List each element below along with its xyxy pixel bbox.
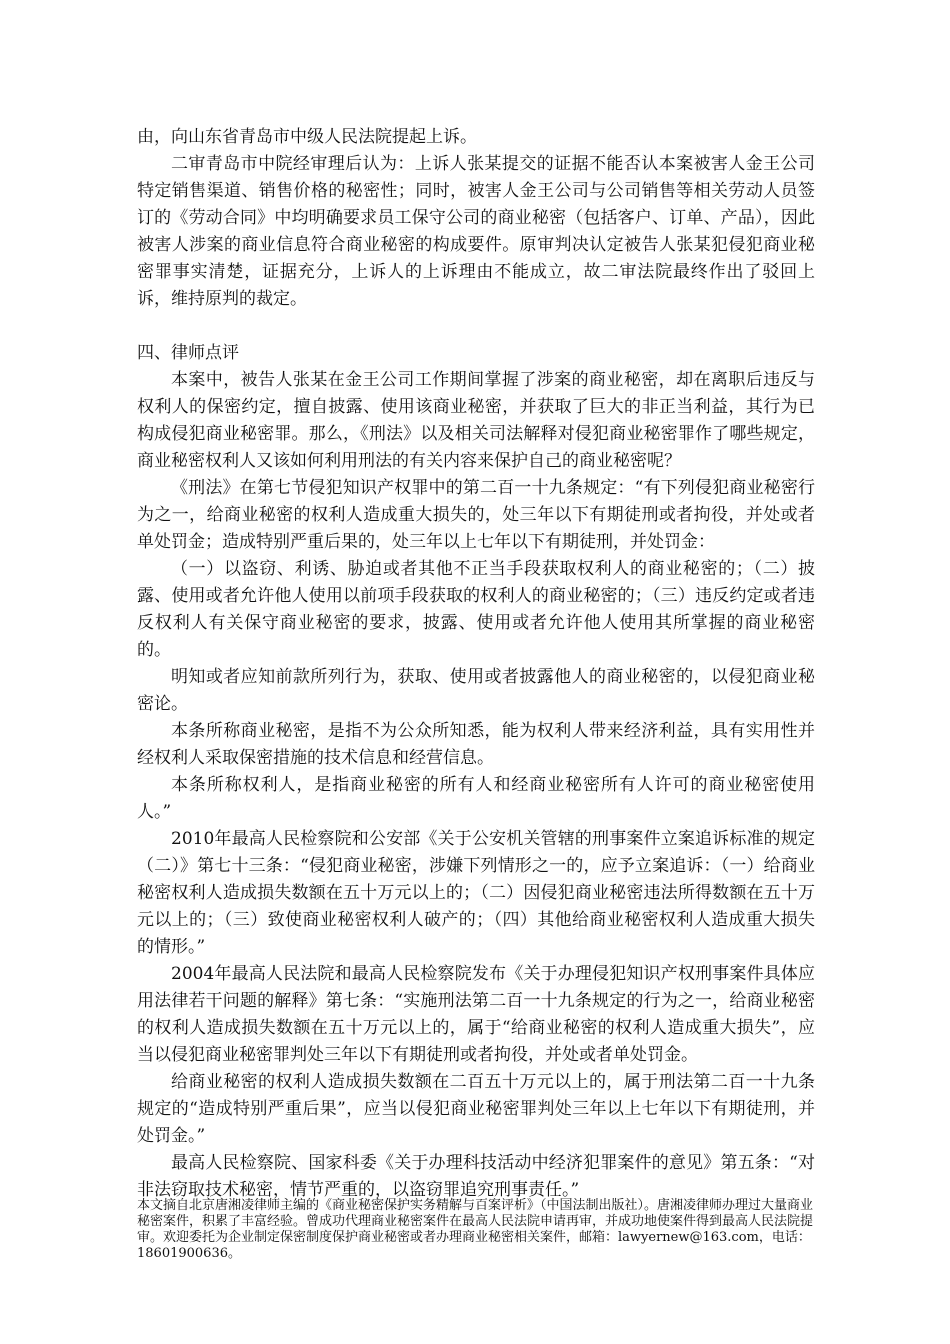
paragraph-case-comment: 本案中，被告人张某在金王公司工作期间掌握了涉案的商业秘密，却在离职后违反与权利人的保密约定，擅自披露、使用该商业秘密，并获取了巨大的非正当利益，其行为已构成侵犯商业秘密罪。那么，《刑法》以及相关司法解释对侵犯商业秘密罪作了哪些规定，商业秘密权利人又该如何利用刑法的有关内容来保护自己的商业秘密呢？ xyxy=(137,370,815,471)
paragraph-2010-prosecution-standard: 2010年最高人民检察院和公安部《关于公安机关管辖的刑事案件立案追诉标准的规定（二）》第七十三条：“侵犯商业秘密，涉嫌下列情形之一的，应予立案追诉：（一）给商业秘密权利人造成损失数额在五十万元以上的；（二）因侵犯商业秘密违法所得数额在五十万元以上的；（三）致使商业秘密权利人破产的；（四）其他给商业秘密权利人造成重大损失的情形。” xyxy=(137,829,815,957)
paragraph-continuation: 由，向山东省青岛市中级人民法院提起上诉。 xyxy=(137,127,477,147)
section-heading-lawyer-comment: 四、律师点评 xyxy=(137,343,239,363)
paragraph-trade-secret-definition: 本条所称商业秘密，是指不为公众所知悉，能为权利人带来经济利益，具有实用性并经权利人采取保密措施的技术信息和经营信息。 xyxy=(137,721,815,768)
footer-note-text: 本文摘自北京唐湘凌律师主编的《商业秘密保护实务精解与百案评析》（中国法制出版社）。唐湘凌律师办理过大量商业秘密案件，积累了丰富经验。曾成功代理商业秘密案件在最高人民法院申请再审，并成功地使案件得到最高人民法院提审。欢迎委托为企业制定保密制度保护商业秘密或者办理商业秘密相关案件，邮箱：lawyernew@163.com，电话：18601900636。 xyxy=(137,1198,814,1261)
document-body xyxy=(137,124,815,1204)
paragraph-rights-holder-definition: 本条所称权利人，是指商业秘密的所有人和经商业秘密所有人许可的商业秘密使用人。” xyxy=(137,775,815,822)
paragraph-knowing-acquisition: 明知或者应知前款所列行为，获取、使用或者披露他人的商业秘密的，以侵犯商业秘密论。 xyxy=(137,667,815,714)
footer-note xyxy=(137,1198,815,1262)
paragraph-technology-crime-opinion: 最高人民检察院、国家科委《关于办理科技活动中经济犯罪案件的意见》第五条：“对非法窃取技术秘密，情节严重的，以盗窃罪追究刑事责任。” xyxy=(137,1153,815,1200)
paragraph-2004-judicial-interpretation: 2004年最高人民法院和最高人民检察院发布《关于办理侵犯知识产权刑事案件具体应用法律若干问题的解释》第七条：“实施刑法第二百一十九条规定的行为之一，给商业秘密的权利人造成损失数额在五十万元以上的，属于“给商业秘密的权利人造成重大损失”，应当以侵犯商业秘密罪判处三年以下有期徒刑或者拘役，并处或者单处罚金。 xyxy=(137,964,815,1065)
paragraph-article-items: （一）以盗窃、利诱、胁迫或者其他不正当手段获取权利人的商业秘密的；（二）披露、使用或者允许他人使用以前项手段获取的权利人的商业秘密的；（三）违反约定或者违反权利人有关保守商业秘密的要求，披露、使用或者允许他人使用其所掌握的商业秘密的。 xyxy=(137,559,815,660)
paragraph-second-instance-ruling: 二审青岛市中院经审理后认为：上诉人张某提交的证据不能否认本案被害人金王公司特定销售渠道、销售价格的秘密性；同时，被害人金王公司与公司销售等相关劳动人员签订的《劳动合同》中均明确要求员工保守公司的商业秘密（包括客户、订单、产品），因此被害人涉案的商业信息符合商业秘密的构成要件。原审判决认定被告人张某犯侵犯商业秘密罪事实清楚，证据充分，上诉人的上诉理由不能成立，故二审法院最终作出了驳回上诉，维持原判的裁定。 xyxy=(137,154,815,309)
paragraph-especially-serious-consequences: 给商业秘密的权利人造成损失数额在二百五十万元以上的，属于刑法第二百一十九条规定的“造成特别严重后果”，应当以侵犯商业秘密罪判处三年以上七年以下有期徒刑，并处罚金。” xyxy=(137,1072,815,1146)
paragraph-criminal-law-article: 《刑法》在第七节侵犯知识产权罪中的第二百一十九条规定：“有下列侵犯商业秘密行为之一，给商业秘密的权利人造成重大损失的，处三年以下有期徒刑或者拘役，并处或者单处罚金；造成特别严重后果的，处三年以上七年以下有期徒刑，并处罚金： xyxy=(137,478,815,552)
